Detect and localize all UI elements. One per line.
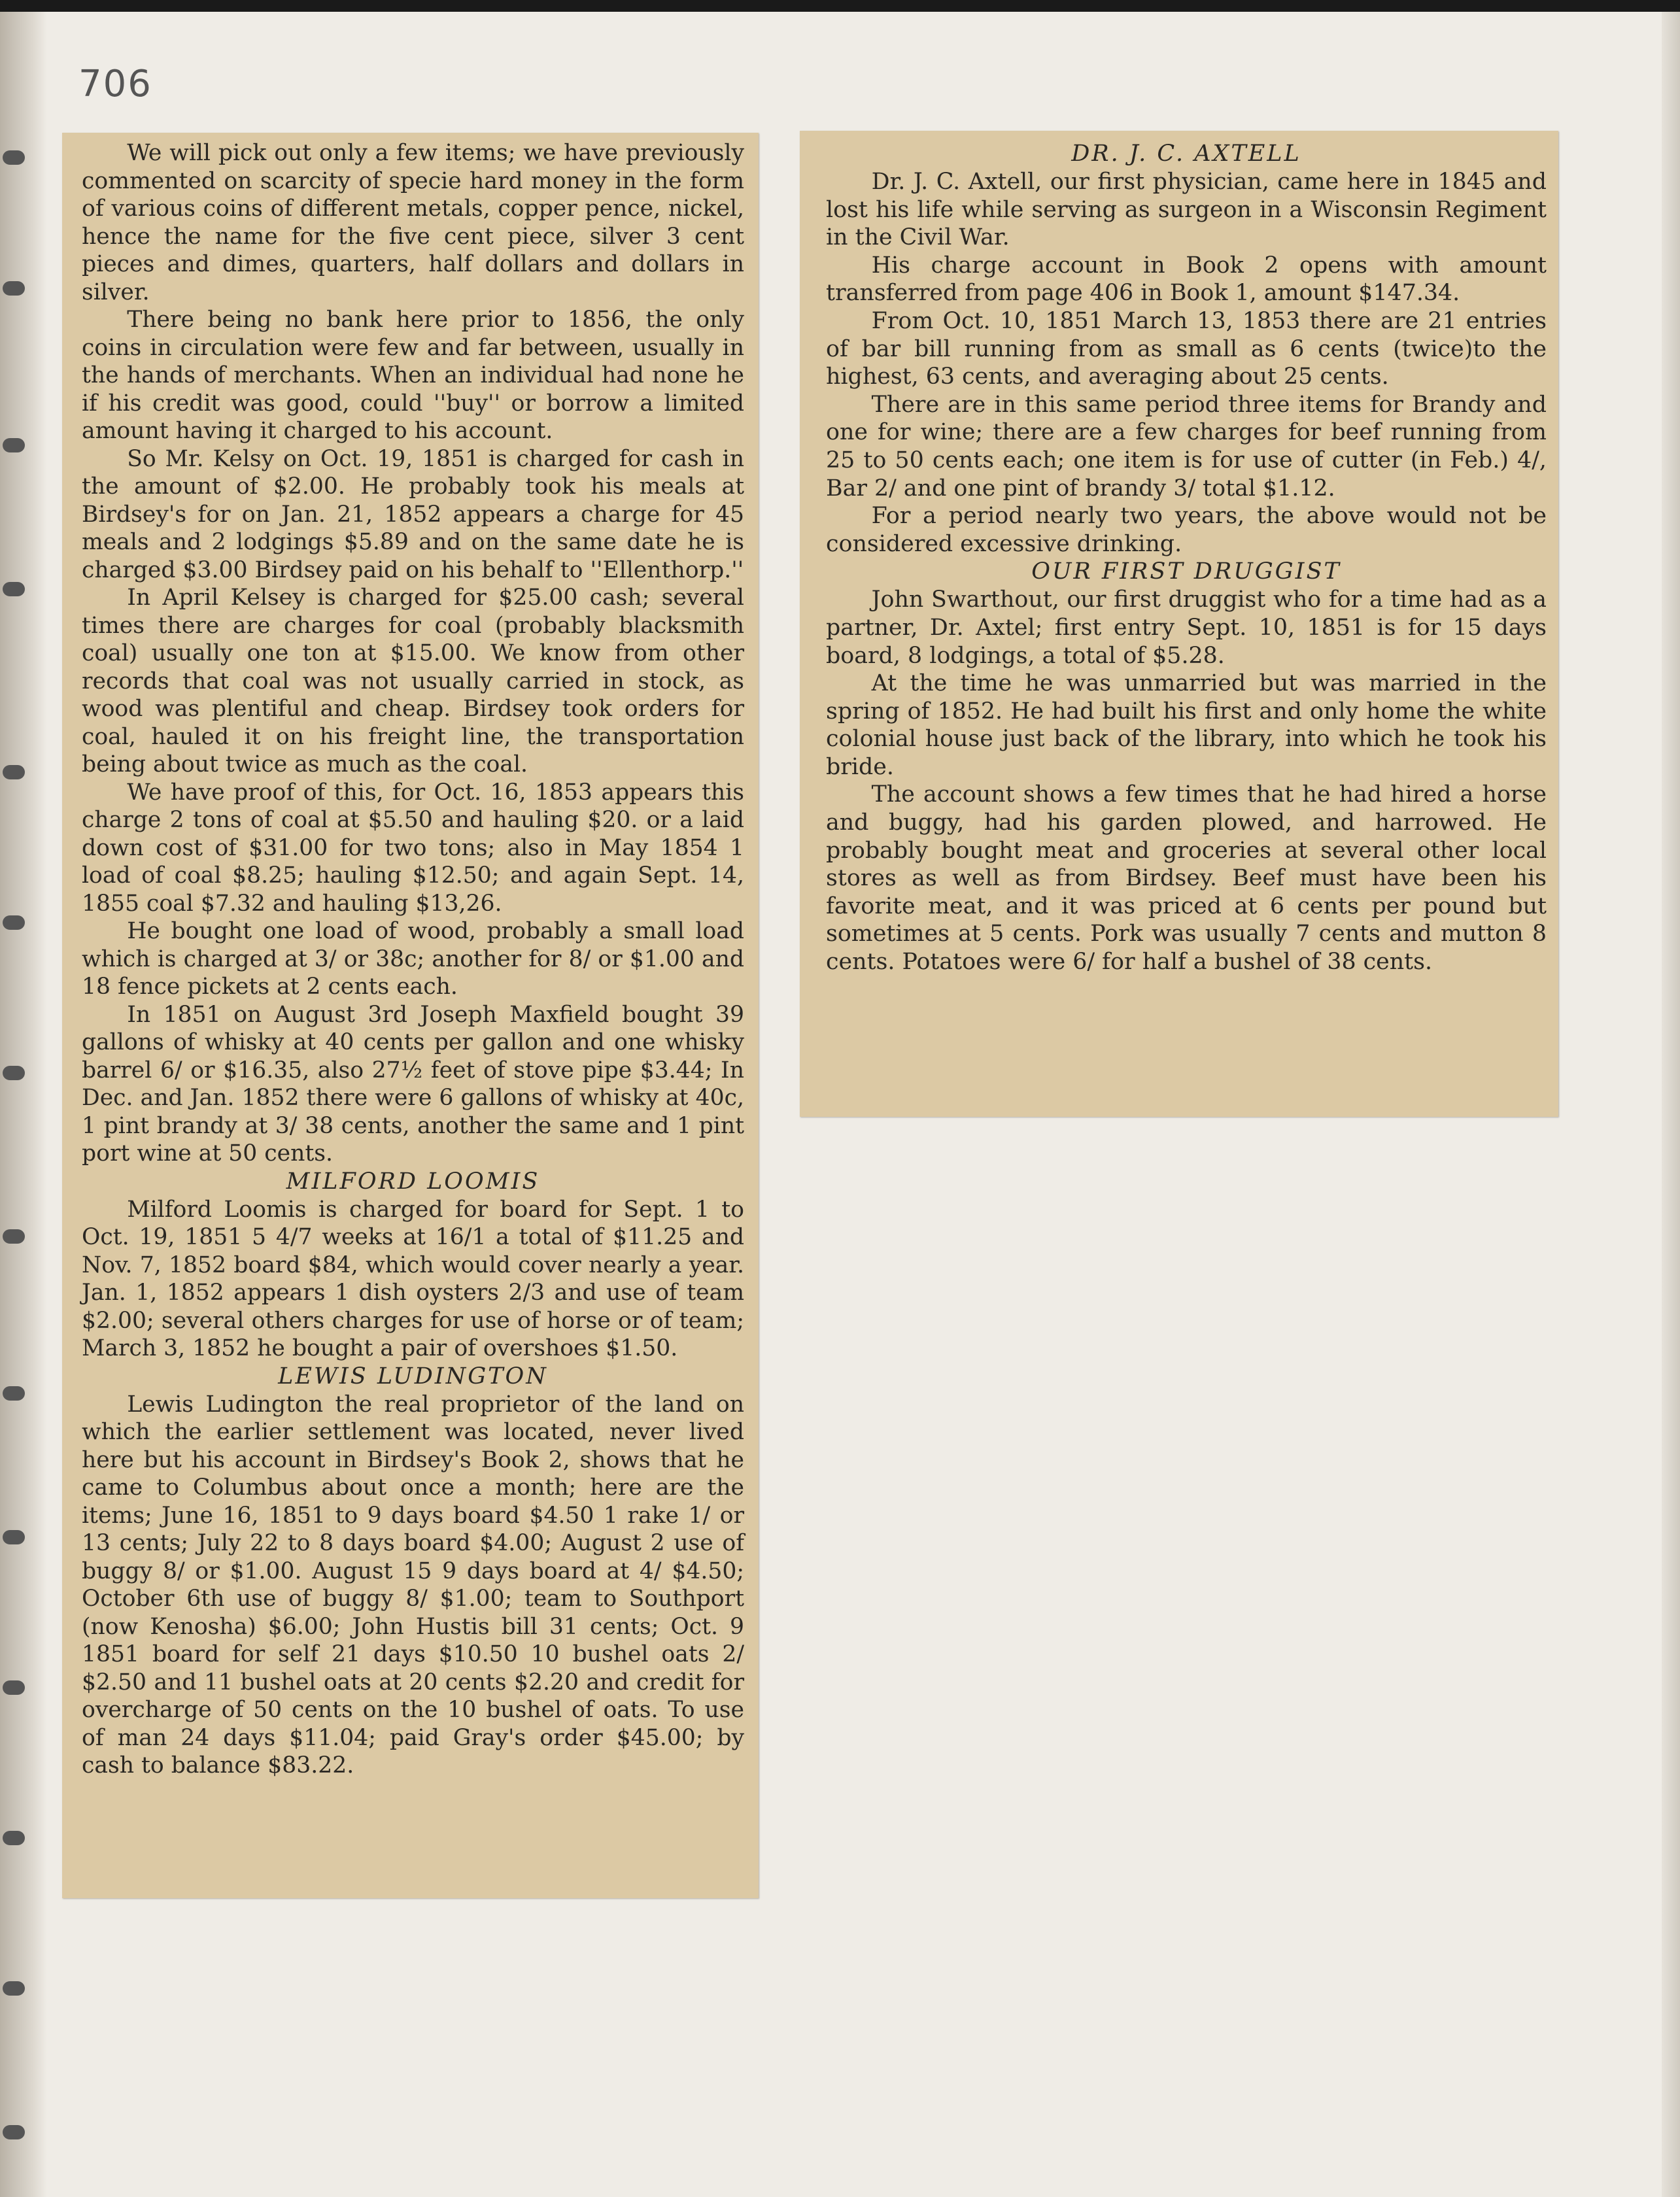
binder-ring xyxy=(3,1981,25,1996)
binder-ring xyxy=(3,1530,25,1544)
article-paragraph: The account shows a few times that he had hired a horse and buggy, had his garden plowed, and harrowed. He probably bought meat and groceries at several other local stores as well as from Birdsey. Beef must have been his favorite meat, and it was priced at 6 cents per pound but sometimes at 5 cents. Pork was usually 7 cents and mutton 8 cents. Potatoes were 6/ for half a bushel of 38 cents. xyxy=(826,781,1547,976)
article-paragraph: His charge account in Book 2 opens with amount transferred from page 406 in Book 1, amount $147.34. xyxy=(826,252,1547,307)
article-paragraph: We have proof of this, for Oct. 16, 1853 appears this charge 2 tons of coal at $5.50 and hauling $20. or a laid down cost of $31.00 for two tons; also in May 1854 1 load of coal $8.25; hauling $12.50; and again Sept. 14, 1855 coal $7.32 and hauling $13,26. xyxy=(82,779,744,917)
binder-ring xyxy=(3,2125,25,2139)
article-paragraph: For a period nearly two years, the above would not be considered excessive drinking. xyxy=(826,503,1547,557)
section-heading: DR. J. C. AXTELL xyxy=(1071,141,1301,167)
binder-ring xyxy=(3,1680,25,1695)
article-paragraph: At the time he was unmarried but was married in the spring of 1852. He had built his first and only home the white colonial house just back of the library, into which he took his bride. xyxy=(826,670,1547,780)
article-paragraph: Lewis Ludington the real proprietor of the land on which the earlier settlement was located, never lived here but his account in Birdsey's Book 2, shows that he came to Columbus about once a month; here are the items; June 16, 1851 to 9 days board $4.50 1 rake 1/ or 13 cents; July 22 to 8 days board $4.00; August 2 use of buggy 8/ or $1.00. August 15 9 days board at 4/ $4.50; October 6th use of buggy 8/ $1.00; team to Southport (now Kenosha) $6.00; John Hustis bill 31 cents; Oct. 9 1851 board for self 21 days $10.50 10 bushel oats 2/ $2.50 and 11 bushel oats at 20 cents $2.20 and credit for overcharge of 50 cents on the 10 bushel of oats. To use of man 24 days $11.04; paid Gray's order $45.00; by cash to balance $83.22. xyxy=(82,1391,744,1779)
article-paragraph: So Mr. Kelsy on Oct. 19, 1851 is charged for cash in the amount of $2.00. He probably took his meals at Birdsey's for on Jan. 21, 1852 appears a charge for 45 meals and 2 lodgings $5.89 and on the same date he is charged $3.00 Birdsey paid on his behalf to ''Ellenthorp.'' xyxy=(82,445,744,583)
binder-ring xyxy=(3,1831,25,1845)
binder-ring xyxy=(3,150,25,165)
binder-ring xyxy=(3,438,25,452)
binder-ring xyxy=(3,1229,25,1244)
article-paragraph: We will pick out only a few items; we have previously commented on scarcity of specie hard money in the form of various coins of different metals, copper pence, nickel, hence the name for the five cent piece, silver 3 cent pieces and dimes, quarters, half dollars and dollars in silver. xyxy=(82,140,744,305)
article-paragraph: Dr. J. C. Axtell, our first physician, came here in 1845 and lost his life while serving as surgeon in a Wisconsin Regiment in the Civil War. xyxy=(826,169,1547,251)
binder-ring xyxy=(3,582,25,596)
article-paragraph: In 1851 on August 3rd Joseph Maxfield bought 39 gallons of whisky at 40 cents per gallon and one whisky barrel 6/ or $16.35, also 27½ feet of stove pipe $3.44; In Dec. and Jan. 1852 there were 6 gallons of whisky at 40c, 1 pint brandy at 3/ 38 cents, another the same and 1 pint port wine at 50 cents. xyxy=(82,1001,744,1167)
section-heading: OUR FIRST DRUGGIST xyxy=(1031,558,1341,585)
binder-ring xyxy=(3,765,25,779)
newspaper-clipping-right xyxy=(800,131,1558,1117)
article-paragraph: Milford Loomis is charged for board for Sept. 1 to Oct. 19, 1851 5 4/7 weeks at 16/1 a total of $11.25 and Nov. 7, 1852 board $84, which would cover nearly a year. Jan. 1, 1852 appears 1 dish oysters 2/3 and use of team $2.00; several others charges for use of horse or of team; March 3, 1852 he bought a pair of overshoes $1.50. xyxy=(82,1196,744,1361)
section-heading: LEWIS LUDINGTON xyxy=(278,1363,548,1389)
article-paragraph: There being no bank here prior to 1856, the only coins in circulation were few and far between, usually in the hands of merchants. When an individual had none he if his credit was good, could ''buy'' or borrow a limited amount having it charged to his account. xyxy=(82,307,744,444)
page-number: 706 xyxy=(78,63,152,105)
binder-ring xyxy=(3,1386,25,1401)
article-paragraph: John Swarthout, our first druggist who for a time had as a partner, Dr. Axtel; first entry Sept. 10, 1851 is for 15 days board, 8 lodgings, a total of $5.28. xyxy=(826,587,1547,669)
binder-ring xyxy=(3,1066,25,1080)
section-heading: MILFORD LOOMIS xyxy=(286,1168,540,1195)
binder-ring xyxy=(3,915,25,930)
page-edge xyxy=(1662,12,1680,2197)
article-paragraph: In April Kelsey is charged for $25.00 cash; several times there are charges for coal (probably blacksmith coal) usually one ton at $15.00. We know from other records that coal was not usually carried in stock, as wood was plentiful and cheap. Birdsey took orders for coal, hauled it on his freight line, the transportation being about twice as much as the coal. xyxy=(82,585,744,777)
newspaper-clipping-left xyxy=(62,133,759,1898)
binding-gutter xyxy=(0,12,47,2197)
article-paragraph: From Oct. 10, 1851 March 13, 1853 there are 21 entries of bar bill running from as small as 6 cents (twice)to the highest, 63 cents, and averaging about 25 cents. xyxy=(826,307,1547,390)
binder-ring xyxy=(3,281,25,296)
article-paragraph: He bought one load of wood, probably a small load which is charged at 3/ or 38c; another for 8/ or $1.00 and 18 fence pickets at 2 cents each. xyxy=(82,918,744,1000)
article-paragraph: There are in this same period three items for Brandy and one for wine; there are a few charges for beef running from 25 to 50 cents each; one item is for use of cutter (in Feb.) 4/, Bar 2/ and one pint of brandy 3/ total $1.12. xyxy=(826,391,1547,502)
